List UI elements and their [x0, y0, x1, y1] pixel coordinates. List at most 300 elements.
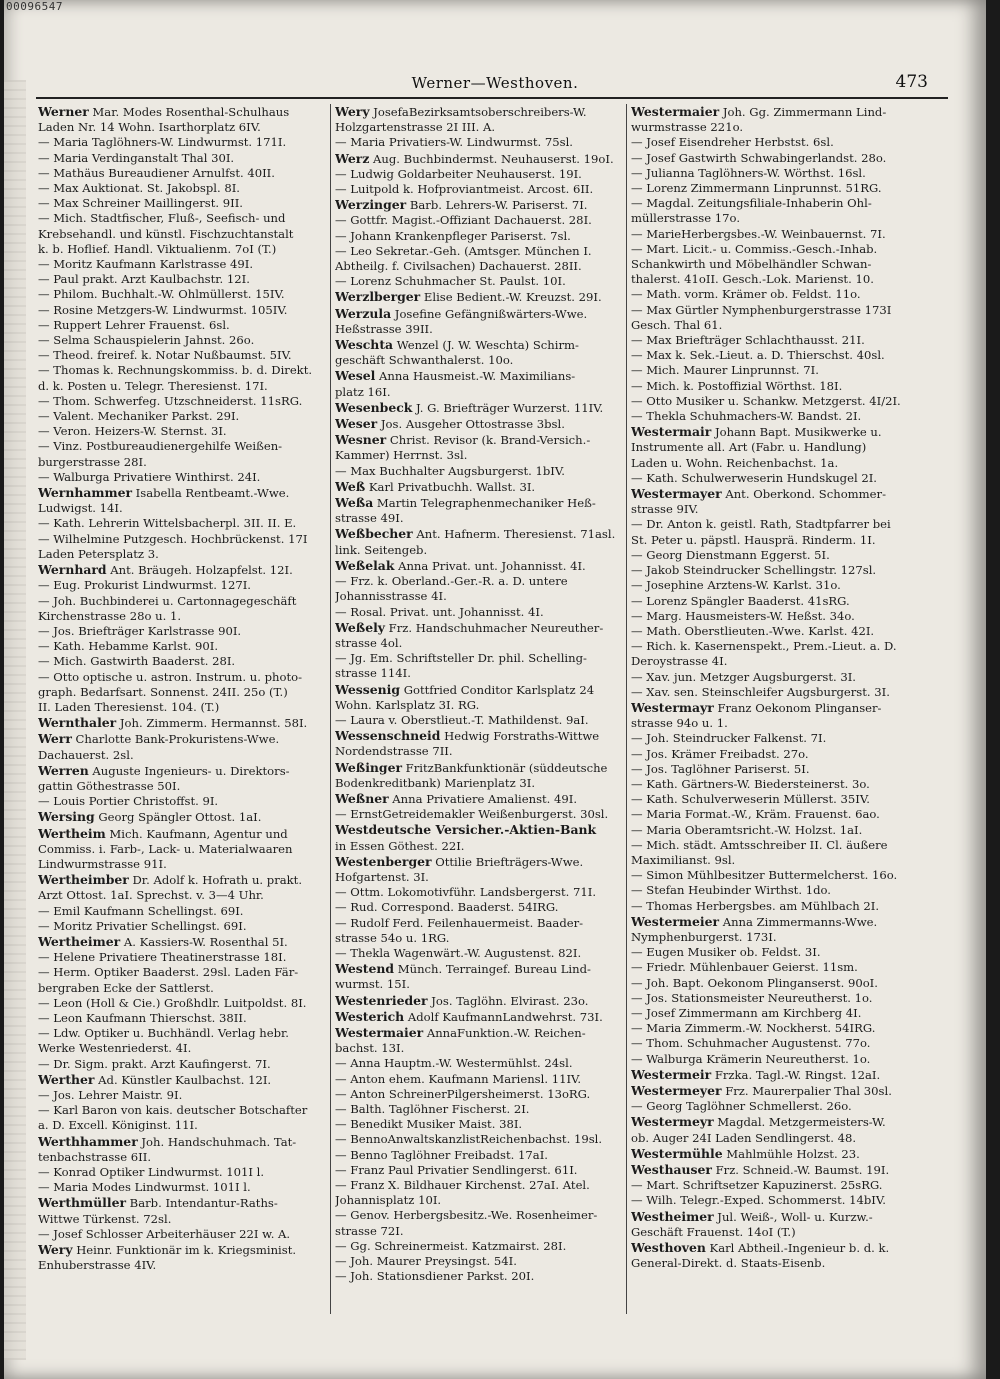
- directory-entry: [38, 242, 323, 257]
- entry-text: — Ottm. Lokomotivführ. Landsbergerst. 71I.: [335, 885, 597, 900]
- directory-entry: [335, 822, 619, 838]
- entry-text: — Leon Kaufmann Thierschst. 38II.: [38, 1010, 247, 1025]
- directory-entry: [335, 1025, 619, 1041]
- entry-text: Charlotte Bank-Prokuristens-Wwe.: [71, 732, 280, 747]
- entry-text: — Frz. k. Oberland.-Ger.-R. a. D. untere: [335, 574, 568, 589]
- entry-text: — Josef Schlosser Arbeiterhäuser 22I w. A.: [38, 1226, 291, 1241]
- entry-text: strasse 49I.: [335, 511, 404, 526]
- directory-entry: [335, 464, 619, 479]
- directory-entry: [38, 731, 323, 747]
- directory-entry: [335, 605, 619, 620]
- directory-entry: [335, 526, 619, 542]
- entry-text: Kirchenstrasse 28o u. 1.: [38, 608, 182, 623]
- directory-entry: [335, 776, 619, 791]
- directory-entry: [631, 303, 915, 318]
- entry-text: — Lorenz Zimmermann Linprunnst. 51RG.: [631, 181, 882, 196]
- entry-surname: Westenberger: [335, 853, 432, 869]
- entry-text: wurmst. 15I.: [335, 977, 410, 992]
- entry-text: — Jos. Briefträger Karlstrasse 90I.: [38, 623, 242, 638]
- entry-text: Nymphenburgerst. 173I.: [631, 929, 777, 944]
- entry-text: Krebsehandl. und künstl. Fischzuchtanstalt: [38, 226, 294, 241]
- directory-entry: [631, 807, 915, 822]
- directory-entry: [335, 274, 619, 289]
- directory-entry: [631, 777, 915, 792]
- directory-entry: [631, 1083, 915, 1099]
- entry-text: Joh. Zimmerm. Hermannst. 58I.: [116, 716, 308, 731]
- directory-entry: [38, 1134, 323, 1150]
- entry-text: Johannisstrasse 4I.: [335, 589, 447, 604]
- directory-entry: [38, 872, 323, 888]
- entry-text: Christ. Revisor (k. Brand-Versich.-: [386, 433, 591, 448]
- directory-entry: [631, 578, 915, 593]
- directory-entry: [38, 409, 323, 424]
- directory-entry: [631, 120, 915, 135]
- directory-entry: [631, 211, 915, 226]
- directory-entry: [38, 104, 323, 120]
- entry-surname: Werthhammer: [38, 1133, 138, 1149]
- directory-entry: [38, 532, 323, 547]
- directory-entry: [335, 1163, 619, 1178]
- entry-text: — Theod. freiref. k. Notar Nußbaumst. 5IV.: [38, 348, 292, 363]
- entry-surname: Werzinger: [335, 197, 407, 213]
- directory-entry: [38, 562, 323, 578]
- entry-text: Frzka. Tagl.-W. Ringst. 12aI.: [711, 1067, 881, 1082]
- entry-text: — Marg. Hausmeisters-W. Heßst. 34o.: [631, 608, 855, 623]
- entry-text: — Jg. Em. Schriftsteller Dr. phil. Schelling-: [335, 651, 587, 666]
- entry-text: — Wilh. Telegr.-Exped. Schommerst. 14bIV.: [631, 1193, 886, 1208]
- entry-text: platz 16I.: [335, 384, 391, 399]
- entry-text: Joh. Gg. Zimmermann Lind-: [719, 105, 887, 119]
- directory-entry: [335, 682, 619, 698]
- entry-text: bachst. 13I.: [335, 1041, 405, 1056]
- entry-surname: Weßinger: [335, 759, 402, 775]
- directory-entry: [631, 227, 915, 242]
- directory-entry: [631, 1193, 915, 1208]
- entry-text: Josefine Gefängnißwärters-Wwe.: [391, 306, 588, 321]
- entry-text: Georg Spängler Ottost. 1aI.: [94, 810, 262, 825]
- entry-text: — Georg Dienstmann Eggerst. 5I.: [631, 547, 830, 562]
- entry-text: — Rosal. Privat. unt. Johannisst. 4I.: [335, 604, 544, 619]
- entry-text: — Magdal. Zeitungsfiliale-Inhaberin Ohl-: [631, 196, 872, 211]
- directory-entry: [335, 558, 619, 574]
- entry-text: — Mart. Licit.- u. Commiss.-Gesch.-Inhab.: [631, 241, 878, 256]
- directory-entry: [38, 455, 323, 470]
- column-1: [34, 104, 327, 1314]
- directory-entry: [335, 416, 619, 432]
- entry-surname: Westheimer: [631, 1208, 714, 1224]
- entry-text: Barb. Intendantur-Raths-: [126, 1196, 278, 1211]
- entry-text: — Kath. Schulwerweserin Hundskugel 2I.: [631, 470, 877, 485]
- directory-entry: [38, 333, 323, 348]
- entry-text: Ant. Bräugeh. Holzapfelst. 12I.: [106, 563, 293, 578]
- entry-text: — Maria Zimmerm.-W. Nockherst. 54IRG.: [631, 1021, 876, 1036]
- entry-text: graph. Bedarfsart. Sonnenst. 24II. 25o (T.): [38, 684, 288, 699]
- entry-text: — Johann Krankenpfleger Pariserst. 7sl.: [335, 228, 571, 243]
- directory-entry: [631, 151, 915, 166]
- entry-text: — Otto Musiker u. Schankw. Metzgerst. 4I/2I.: [631, 393, 901, 408]
- entry-text: — Josephine Arztens-W. Karlst. 31o.: [631, 578, 841, 593]
- entry-surname: Werr: [38, 731, 72, 747]
- entry-text: — Max Schreiner Maillingerst. 9II.: [38, 196, 243, 211]
- directory-entry: [631, 318, 915, 333]
- directory-entry: [38, 272, 323, 287]
- directory-entry: [631, 563, 915, 578]
- directory-entry: [631, 1240, 915, 1256]
- directory-entry: [38, 439, 323, 454]
- entry-text: — Georg Taglöhner Schmellerst. 26o.: [631, 1099, 852, 1114]
- entry-text: Anna Hausmeist.-W. Maximilians-: [375, 369, 576, 384]
- entry-text: — Maria Modes Lindwurmst. 101I l.: [38, 1180, 251, 1195]
- entry-text: Gesch. Thal 61.: [631, 317, 723, 332]
- directory-entry: [335, 993, 619, 1009]
- directory-entry: [335, 1193, 619, 1208]
- entry-text: — Philom. Buchhalt.-W. Ohlmüllerst. 15IV.: [38, 287, 285, 302]
- directory-entry: [631, 1099, 915, 1114]
- entry-text: — Mart. Schriftsetzer Kapuzinerst. 25sRG.: [631, 1178, 883, 1193]
- directory-entry: [38, 1165, 323, 1180]
- directory-entry: [335, 698, 619, 713]
- directory-entry: [631, 486, 915, 502]
- entry-surname: Westermeyr: [631, 1114, 714, 1130]
- directory-entry: [335, 1178, 619, 1193]
- entry-text: — Math. vorm. Krämer ob. Feldst. 11o.: [631, 287, 861, 302]
- directory-entry: [631, 135, 915, 150]
- directory-entry: [335, 931, 619, 946]
- entry-surname: Wertheim: [38, 825, 106, 841]
- entry-text: k. b. Hoflief. Handl. Viktualienm. 7oI (T.): [38, 241, 277, 256]
- directory-entry: [631, 639, 915, 654]
- entry-text: — Maria Format.-W., Kräm. Frauenst. 6ao.: [631, 807, 880, 822]
- entry-surname: Westenrieder: [335, 992, 428, 1008]
- entry-text: burgerstrasse 28I.: [38, 454, 147, 469]
- entry-text: — Thekla Schuhmachers-W. Bandst. 2I.: [631, 409, 862, 424]
- directory-entry: [38, 394, 323, 409]
- directory-page: [4, 0, 986, 1379]
- entry-text: — Thomas k. Rechnungskommiss. b. d. Direkt.: [38, 363, 313, 378]
- entry-text: Dachauerst. 2sl.: [38, 747, 134, 762]
- entry-text: — Karl Baron von kais. deutscher Botschafter: [38, 1103, 308, 1118]
- entry-text: — Laura v. Oberstlieut.-T. Mathildenst. 9aI.: [335, 712, 589, 727]
- directory-entry: [631, 1114, 915, 1130]
- entry-text: Ant. Oberkond. Schommer-: [721, 487, 886, 502]
- entry-text: Deroystrasse 4I.: [631, 654, 728, 669]
- entry-text: Franz Oekonom Plinganser-: [713, 700, 882, 715]
- directory-entry: [631, 976, 915, 991]
- directory-entry: [335, 1148, 619, 1163]
- directory-entry: [38, 547, 323, 562]
- entry-text: Bodenkreditbank) Marienplatz 3I.: [335, 775, 535, 790]
- entry-surname: Wernthaler: [38, 715, 117, 731]
- directory-entry: [38, 1041, 323, 1056]
- directory-entry: [335, 385, 619, 400]
- directory-entry: [335, 589, 619, 604]
- directory-entry: [631, 424, 915, 440]
- column-3: [626, 104, 919, 1314]
- entry-text: Maximilianst. 9sl.: [631, 852, 736, 867]
- directory-entry: [631, 104, 915, 120]
- directory-entry: [335, 1087, 619, 1102]
- directory-entry: [631, 242, 915, 257]
- entry-surname: Westhauser: [631, 1162, 712, 1178]
- directory-entry: [38, 594, 323, 609]
- entry-text: — Helene Privatiere Theatinerstrasse 18I.: [38, 950, 287, 965]
- entry-text: — Franz Paul Privatier Sendlingerst. 61I.: [335, 1162, 578, 1177]
- entry-text: — Rud. Correspond. Baaderst. 54IRG.: [335, 900, 559, 915]
- directory-entry: [38, 685, 323, 700]
- entry-text: Schankwirth und Möbelhändler Schwan-: [631, 257, 872, 272]
- directory-entry: [38, 287, 323, 302]
- entry-text: Ludwigst. 14I.: [38, 501, 123, 516]
- entry-surname: Werthmüller: [38, 1195, 126, 1211]
- entry-text: — Gottfr. Magist.-Offiziant Dachauerst. 28I.: [335, 213, 592, 228]
- directory-entry: [38, 1242, 323, 1258]
- directory-entry: [631, 1209, 915, 1225]
- directory-entry: [335, 1239, 619, 1254]
- directory-entry: [631, 670, 915, 685]
- directory-entry: [335, 620, 619, 636]
- directory-entry: [631, 1256, 915, 1271]
- directory-entry: [631, 1006, 915, 1021]
- directory-entry: [335, 337, 619, 353]
- entry-text: Anna Privat. unt. Johannisst. 4I.: [394, 558, 586, 573]
- directory-entry: [335, 432, 619, 448]
- entry-text: JosefaBezirksamtsoberschreibers-W.: [369, 105, 587, 119]
- directory-entry: [38, 888, 323, 903]
- directory-entry: [335, 135, 619, 150]
- entry-text: — Kath. Lehrerin Wittelsbacherpl. 3II. II. E.: [38, 516, 297, 531]
- entry-text: Hedwig Forstraths-Wittwe: [440, 729, 600, 744]
- directory-entry: [631, 287, 915, 302]
- directory-entry: [335, 961, 619, 977]
- directory-entry: [38, 639, 323, 654]
- entry-text: — Kath. Hebamme Karlst. 90I.: [38, 639, 219, 654]
- entry-text: Karl Abtheil.-Ingenieur b. d. k.: [705, 1241, 890, 1256]
- directory-entry: [38, 842, 323, 857]
- entry-surname: Westerich: [335, 1008, 405, 1024]
- directory-entry: [631, 1021, 915, 1036]
- directory-entry: [335, 353, 619, 368]
- directory-entry: [38, 166, 323, 181]
- directory-entry: [335, 1132, 619, 1147]
- entry-text: General-Direkt. d. Staats-Eisenb.: [631, 1256, 826, 1271]
- entry-surname: Westermeier: [631, 913, 720, 929]
- entry-text: Frz. Schneid.-W. Baumst. 19I.: [711, 1163, 890, 1178]
- entry-text: strasse 54o u. 1RG.: [335, 930, 450, 945]
- entry-surname: Wessenig: [335, 681, 401, 697]
- entry-surname: Westermeyer: [631, 1083, 722, 1098]
- entry-text: — Rudolf Ferd. Feilenhauermeist. Baader-: [335, 915, 584, 930]
- entry-surname: Werther: [38, 1071, 95, 1087]
- directory-entry: [631, 409, 915, 424]
- entry-text: — Leo Sekretar.-Geh. (Amtsger. München I.: [335, 243, 592, 258]
- entry-text: — Maria Verdinganstalt Thal 30I.: [38, 150, 235, 165]
- directory-entry: [631, 747, 915, 762]
- entry-text: J. G. Briefträger Wurzerst. 11IV.: [412, 400, 604, 415]
- entry-text: — Rich. k. Kasernenspekt., Prem.-Lieut. a. D.: [631, 639, 897, 654]
- entry-text: — Math. Oberstlieuten.-Wwe. Karlst. 42I.: [631, 623, 875, 638]
- entry-text: Johann Bapt. Musikwerke u.: [711, 425, 882, 440]
- directory-entry: [631, 333, 915, 348]
- entry-text: — Ludwig Goldarbeiter Neuhauserst. 19I.: [335, 166, 582, 181]
- directory-entry: [631, 471, 915, 486]
- directory-entry: [335, 322, 619, 337]
- entry-text: — Otto optische u. astron. Instrum. u. photo-: [38, 669, 303, 684]
- entry-surname: Wertheimer: [38, 933, 121, 949]
- entry-text: — Anton SchreinerPilgersheimerst. 13oRG.: [335, 1086, 591, 1101]
- entry-text: — Eug. Prokurist Lindwurmst. 127I.: [38, 578, 251, 593]
- directory-entry: [631, 1067, 915, 1083]
- directory-entry: [335, 744, 619, 759]
- directory-entry: [335, 1009, 619, 1025]
- directory-entry: [631, 1146, 915, 1162]
- entry-surname: Westend: [335, 961, 395, 977]
- entry-text: Ant. Hafnerm. Theresienst. 71asl.: [412, 527, 616, 542]
- entry-text: — Xav. sen. Steinschleifer Augsburgerst. 3I.: [631, 684, 890, 699]
- directory-entry: [631, 700, 915, 716]
- entry-text: — Mathäus Bureaudiener Arnulfst. 40II.: [38, 165, 275, 180]
- directory-entry: [38, 715, 323, 731]
- entry-text: Abtheilg. f. Civilsachen) Dachauerst. 28II.: [335, 259, 582, 274]
- entry-text: — Maria Privatiers-W. Lindwurmst. 75sl.: [335, 135, 573, 150]
- entry-text: — Wilhelmine Putzgesch. Hochbrückenst. 17I: [38, 531, 308, 546]
- column-2: [330, 104, 623, 1314]
- directory-entry: [631, 792, 915, 807]
- entry-text: Jul. Weiß-, Woll- u. Kurzw.-: [713, 1209, 873, 1224]
- entry-text: — Rosine Metzgers-W. Lindwurmst. 105IV.: [38, 302, 288, 317]
- directory-entry: [38, 379, 323, 394]
- directory-entry: [38, 1057, 323, 1072]
- entry-text: — Konrad Optiker Lindwurmst. 101I l.: [38, 1165, 265, 1180]
- directory-entry: [631, 533, 915, 548]
- directory-entry: [631, 609, 915, 624]
- entry-text: tenbachstrasse 6II.: [38, 1149, 152, 1164]
- directory-entry: [38, 1227, 323, 1242]
- directory-entry: [335, 120, 619, 135]
- directory-entry: [38, 211, 323, 226]
- directory-entry: [631, 823, 915, 838]
- directory-entry: [631, 930, 915, 945]
- directory-entry: [38, 1072, 323, 1088]
- entry-text: — Emil Kaufmann Schellingst. 69I.: [38, 903, 244, 918]
- entry-text: — Anton ehem. Kaufmann Mariensl. 11IV.: [335, 1071, 582, 1086]
- directory-entry: [335, 289, 619, 305]
- entry-text: Lindwurmstrasse 91I.: [38, 856, 167, 871]
- entry-text: Arzt Ottost. 1aI. Sprechst. v. 3—4 Uhr.: [38, 888, 264, 903]
- directory-entry: [335, 182, 619, 197]
- entry-text: Commiss. i. Farb-, Lack- u. Materialwaaren: [38, 841, 293, 856]
- entry-surname: Werzula: [335, 305, 392, 321]
- directory-entry: [335, 854, 619, 870]
- directory-entry: [631, 731, 915, 746]
- directory-entry: [38, 501, 323, 516]
- directory-entry: [38, 196, 323, 211]
- directory-entry: [335, 1072, 619, 1087]
- directory-entry: [631, 456, 915, 471]
- directory-entry: [631, 1162, 915, 1178]
- directory-entry: [335, 197, 619, 213]
- entry-text: — Selma Schauspielerin Jahnst. 26o.: [38, 333, 255, 348]
- entry-text: — Maria Taglöhners-W. Lindwurmst. 171I.: [38, 135, 287, 150]
- entry-surname: Weßa: [335, 495, 374, 511]
- entry-text: Magdal. Metzgermeisters-W.: [713, 1115, 886, 1130]
- page-number: 473: [895, 72, 928, 92]
- directory-entry: [335, 229, 619, 244]
- directory-entry: [631, 181, 915, 196]
- entry-text: — Thekla Wagenwärt.-W. Augustenst. 82I.: [335, 945, 582, 960]
- entry-surname: Weßbecher: [335, 526, 413, 542]
- entry-text: — Thom. Schuhmacher Augustenst. 77o.: [631, 1036, 871, 1051]
- directory-entry: [38, 257, 323, 272]
- entry-text: Münch. Terraingef. Bureau Lind-: [394, 962, 591, 977]
- directory-entry: [335, 807, 619, 822]
- directory-entry: [335, 760, 619, 776]
- entry-text: Mahlmühle Holzst. 23.: [722, 1146, 860, 1161]
- entry-text: — Mich. k. Postoffizial Wörthst. 18I.: [631, 378, 843, 393]
- entry-surname: Weschta: [335, 337, 394, 353]
- entry-surname: Westermühle: [631, 1145, 723, 1161]
- directory-entry: [335, 839, 619, 854]
- entry-text: Ad. Künstler Kaulbachst. 12I.: [94, 1072, 272, 1087]
- directory-entry: [38, 1195, 323, 1211]
- directory-entry: [38, 318, 323, 333]
- entry-text: — Paul prakt. Arzt Kaulbachstr. 12I.: [38, 272, 250, 287]
- entry-text: II. Laden Theresienst. 104. (T.): [38, 699, 220, 714]
- entry-surname: Wesel: [335, 368, 376, 384]
- directory-entry: [335, 791, 619, 807]
- scan-stamp: 00096547: [6, 0, 63, 13]
- directory-entry: [38, 779, 323, 794]
- entry-surname: Weßner: [335, 790, 389, 806]
- directory-entry: [38, 470, 323, 485]
- entry-surname: Wesner: [335, 432, 387, 448]
- directory-entry: [335, 244, 619, 259]
- directory-entry: [335, 977, 619, 992]
- directory-entry: [335, 885, 619, 900]
- entry-text: in Essen Göthest. 22I.: [335, 838, 465, 853]
- entry-text: — Moritz Kaufmann Karlstrasse 49I.: [38, 257, 254, 272]
- directory-entry: [631, 502, 915, 517]
- entry-text: bergraben Ecke der Sattlerst.: [38, 980, 214, 995]
- entry-text: — Mich. Maurer Linprunnst. 7I.: [631, 363, 819, 378]
- directory-entry: [38, 670, 323, 685]
- entry-text: Anna Zimmermanns-Wwe.: [719, 914, 878, 929]
- directory-entry: [631, 853, 915, 868]
- directory-entry: [38, 981, 323, 996]
- directory-entry: [335, 400, 619, 416]
- directory-entry: [38, 965, 323, 980]
- directory-entry: [38, 181, 323, 196]
- entry-text: Instrumente all. Art (Fabr. u. Handlung): [631, 440, 867, 455]
- entry-text: Kammer) Herrnst. 3sl.: [335, 448, 468, 463]
- directory-entry: [335, 151, 619, 167]
- entry-text: FritzBankfunktionär (süddeutsche: [402, 760, 608, 775]
- entry-text: — Thom. Schwerfeg. Utzschneiderst. 11sRG.: [38, 393, 303, 408]
- entry-text: — Jakob Steindrucker Schellingstr. 127sl.: [631, 563, 877, 578]
- entry-surname: Weß: [335, 478, 366, 494]
- directory-entry: [38, 485, 323, 501]
- entry-text: St. Peter u. päpstl. Hausprä. Rinderm. 1I.: [631, 532, 876, 547]
- entry-text: — Ldw. Optiker u. Buchhändl. Verlag hebr.: [38, 1026, 289, 1041]
- directory-entry: [38, 1026, 323, 1041]
- directory-entry: [631, 685, 915, 700]
- entry-text: Enhuberstrasse 4IV.: [38, 1258, 157, 1273]
- entry-text: — Kath. Schulverweserin Müllerst. 35IV.: [631, 792, 870, 807]
- entry-text: strasse 9IV.: [631, 502, 699, 517]
- entry-text: link. Seitengeb.: [335, 542, 428, 557]
- directory-entry: [38, 996, 323, 1011]
- directory-entry: [335, 213, 619, 228]
- entry-text: Laden u. Wohn. Reichenbachst. 1a.: [631, 455, 839, 470]
